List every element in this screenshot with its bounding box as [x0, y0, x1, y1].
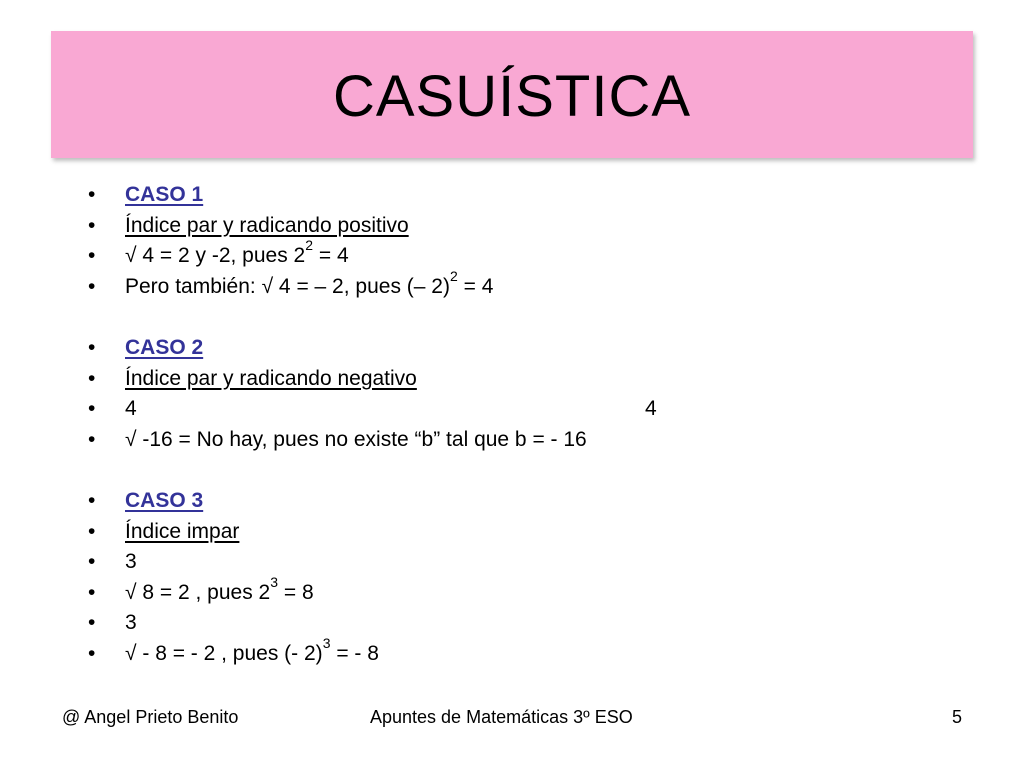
caso1-line2-end: = 4 — [457, 274, 494, 298]
caso1-line2 — [125, 267, 494, 302]
list-item — [88, 364, 988, 395]
list-item — [88, 634, 988, 670]
caso3-line2-end: = - 8 — [330, 641, 379, 665]
caso2-power-index: 4 — [645, 397, 657, 421]
caso2-subheading: Índice par y radicando negativo — [125, 366, 417, 390]
bullet: • — [88, 244, 96, 268]
caso1-line2-text: Pero también: √ 4 = – 2, pues (– 2) — [125, 274, 450, 298]
footer-page-number: 5 — [952, 707, 963, 727]
bullet: • — [88, 213, 96, 237]
caso3-line1 — [125, 573, 314, 608]
spacer — [88, 455, 988, 486]
bullet: • — [88, 397, 96, 421]
caso1-line1 — [125, 237, 349, 271]
list-item — [88, 211, 988, 242]
bullet: • — [88, 611, 96, 635]
caso3-heading: CASO 3 — [125, 488, 204, 512]
bullet: • — [88, 427, 96, 451]
bullet: • — [88, 519, 96, 543]
list-item — [88, 267, 988, 303]
caso1-heading: CASO 1 — [125, 183, 204, 206]
caso2-line: √ -16 = No hay, pues no existe “b” tal que b = - 16 — [125, 427, 587, 451]
caso2-heading: CASO 2 — [125, 335, 204, 359]
caso1-line1-end: = 4 — [313, 244, 349, 268]
exponent: 3 — [270, 573, 279, 590]
list-item — [88, 333, 988, 364]
list-item — [88, 425, 988, 456]
caso3-line2 — [125, 634, 379, 669]
caso3-line1-end: = 8 — [278, 580, 314, 604]
bullet: • — [88, 550, 96, 574]
list-item — [88, 608, 988, 639]
exponent: 2 — [305, 237, 314, 254]
bullet: • — [88, 366, 96, 390]
caso2-root-index: 4 — [125, 397, 137, 421]
list-item — [88, 517, 988, 548]
list-item — [88, 180, 988, 211]
caso3-subheading: Índice impar — [125, 519, 240, 543]
footer-author: @ Angel Prieto Benito — [62, 707, 239, 727]
slide-title: CASUÍSTICA — [332, 64, 692, 129]
caso3-root-index-1: 3 — [125, 550, 137, 574]
exponent: 2 — [449, 267, 458, 284]
list-item — [88, 573, 988, 609]
bullet: • — [88, 183, 96, 206]
list-item — [88, 486, 988, 517]
list-item — [88, 394, 988, 425]
caso1-subheading: Índice par y radicando positivo — [125, 213, 409, 237]
bullet: • — [88, 580, 96, 604]
list-item — [88, 237, 988, 272]
bullet-list — [88, 180, 988, 670]
caso3-line2-text: √ - 8 = - 2 , pues (- 2) — [125, 641, 323, 665]
bullet: • — [88, 641, 96, 665]
bullet: • — [88, 274, 96, 298]
caso3-line1-text: √ 8 = 2 , pues 2 — [125, 580, 271, 604]
bullet: • — [88, 335, 96, 359]
list-item — [88, 547, 988, 578]
caso1-line1-text: √ 4 = 2 y -2, pues 2 — [125, 244, 306, 268]
exponent: 3 — [322, 634, 331, 651]
spacer — [88, 302, 988, 333]
footer-course: Apuntes de Matemáticas 3º ESO — [370, 707, 633, 727]
bullet: • — [88, 488, 96, 512]
caso3-root-index-2: 3 — [125, 611, 137, 635]
